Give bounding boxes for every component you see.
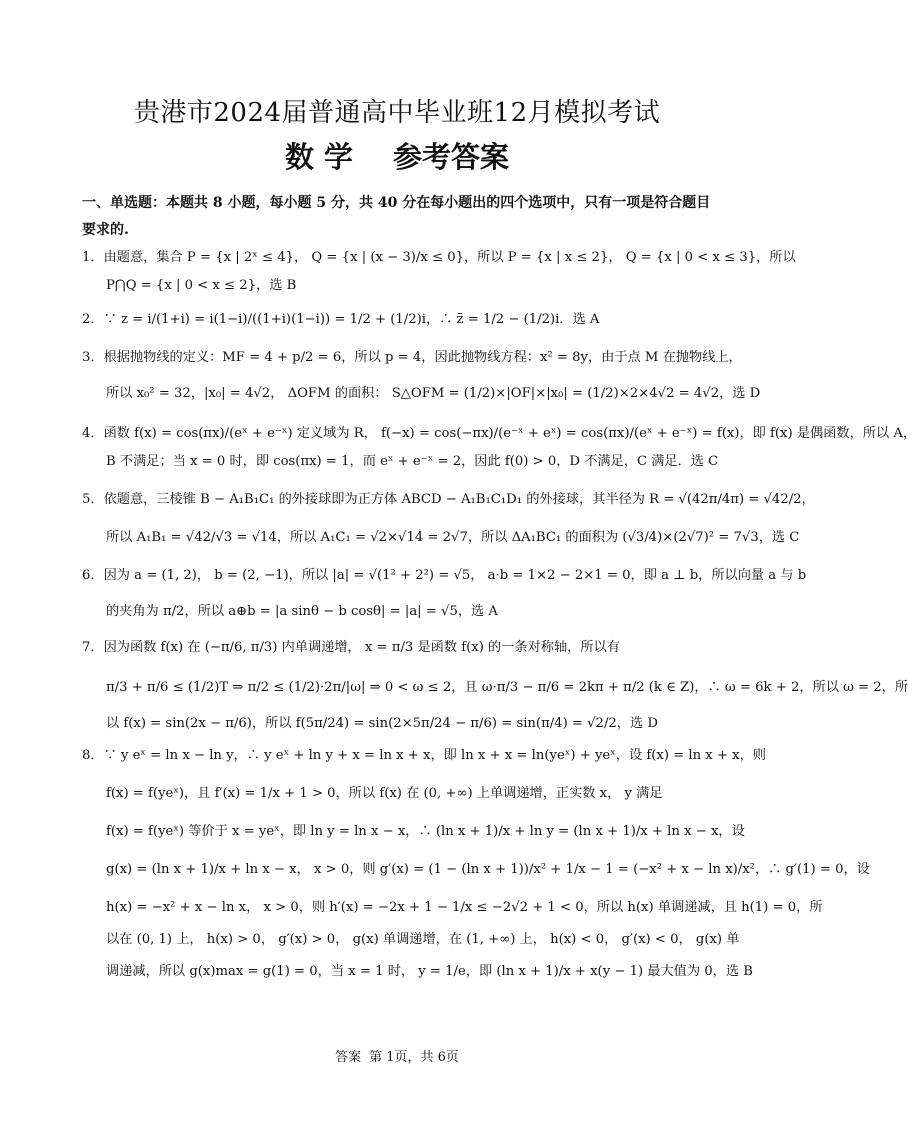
- answer-line: 5．依题意，三棱锥 B − A₁B₁C₁ 的外接球即为正方体 ABCD − A₁B₁C₁D₁ 的外接球，其半径为 R = √(42π/4π) = √42/2，: [82, 492, 815, 507]
- answer-key-title: [0, 135, 794, 176]
- answer-line: 以在 (0, 1) 上， h(x) > 0， g′(x) > 0， g(x) 单调递增，在 (1, +∞) 上， h(x) < 0， g′(x) < 0， g(x) 单: [106, 932, 740, 947]
- page-footer: [0, 1046, 794, 1065]
- subject-label: 数 学: [284, 140, 354, 174]
- answer-line: 6．因为 a = (1, 2)， b = (2, −1)，所以 |a| = √(1² + 2²) = √5， a·b = 1×2 − 2×1 = 0，即 a ⊥ b，所以向量 a 与 b: [82, 568, 807, 583]
- answer-line: g(x) = (ln x + 1)/x + ln x − x， x > 0，则 g′(x) = (1 − (ln x + 1))/x² + 1/x − 1 = (−x² + x − ln x)/x²，∴ g′(1) = 0，设: [106, 862, 870, 877]
- question-2: [82, 306, 722, 334]
- answer-line: f(x) = f(yeˣ) 等价于 x = yeˣ，即 ln y = ln x − x，∴ (ln x + 1)/x + ln y = (ln x + 1)/x + ln x − x，设: [106, 824, 745, 839]
- question-5: [82, 486, 815, 552]
- answer-line: 所以 A₁B₁ = √42/√3 = √14，所以 A₁C₁ = √2×√14 = 2√7，所以 ΔA₁BC₁ 的面积为 (√3/4)×(2√7)² = 7√3，选 C: [106, 530, 800, 545]
- question-6: [82, 562, 807, 626]
- footer-label: 答案: [335, 1050, 362, 1065]
- answer-line: 8．∵ y eˣ = ln x − ln y，∴ y eˣ + ln y + x = ln x + x，即 ln x + x = ln(yeˣ) + yeˣ，设 f(x) = ln x + x，则: [82, 748, 766, 763]
- answer-line: 2．∵ z = i/(1+i) = i(1−i)/((1+i)(1−i)) = 1/2 + (1/2)i，∴ z̄ = 1/2 − (1/2)i．选 A: [82, 312, 600, 327]
- answer-line: 3．根据抛物线的定义：MF = 4 + p/2 = 6，所以 p = 4，因此抛物线方程：x² = 8y，由于点 M 在抛物线上，: [82, 350, 742, 365]
- answer-line: P⋂Q = {x | 0 < x ≤ 2}，选 B: [106, 278, 297, 293]
- question-8: [82, 742, 870, 986]
- answer-label: 参考答案: [393, 140, 510, 174]
- answer-line: 7．因为函数 f(x) 在 (−π/6, π/3) 内单调递增， x = π/3 是函数 f(x) 的一条对称轴，所以有: [82, 640, 620, 655]
- question-4: [82, 420, 916, 476]
- question-7: [82, 634, 909, 738]
- question-1: [82, 244, 796, 300]
- exam-title: 贵港市2024届普通高中毕业班12月模拟考试: [133, 98, 661, 128]
- answer-line: B 不满足；当 x = 0 时，即 cos(πx) = 1，而 eˣ + e⁻ˣ = 2，因此 f(0) > 0，D 不满足，C 满足．选 C: [106, 454, 719, 469]
- answer-line: 的夹角为 π/2，所以 a⊕b = |a sinθ − b cosθ| = |a| = √5，选 A: [106, 604, 498, 619]
- answer-line: 1．由题意，集合 P = {x | 2ˣ ≤ 4}， Q = {x | (x − 3)/x ≤ 0}，所以 P = {x | x ≤ 2}， Q = {x | 0 < x ≤ 3}，所以: [82, 250, 796, 265]
- answer-line: 以 f(x) = sin(2x − π/6)，所以 f(5π/24) = sin(2×5π/24 − π/6) = sin(π/4) = √2/2，选 D: [106, 716, 658, 731]
- answer-line: 调递减，所以 g(x)max = g(1) = 0，当 x = 1 时， y = 1/e，即 (ln x + 1)/x + x(y − 1) 最大值为 0，选 B: [106, 964, 753, 979]
- answer-line: h(x) = −x² + x − ln x， x > 0，则 h′(x) = −2x + 1 − 1/x ≤ −2√2 + 1 < 0，所以 h(x) 单调递减，且 h(1) = 0，所: [106, 900, 823, 915]
- answer-line: 所以 x₀² = 32，|x₀| = 4√2， ΔOFM 的面积： S△OFM = (1/2)×|OF|×|x₀| = (1/2)×2×4√2 = 4√2，选 D: [106, 386, 761, 401]
- question-3: [82, 344, 761, 408]
- answer-line: f(x) = f(yeˣ)，且 f′(x) = 1/x + 1 > 0，所以 f(x) 在 (0, +∞) 上单调递增，正实数 x， y 满足: [106, 786, 663, 801]
- answer-line: π/3 + π/6 ≤ (1/2)T ⇒ π/2 ≤ (1/2)·2π/|ω| ⇒ 0 < ω ≤ 2，且 ω·π/3 − π/6 = 2kπ + π/2 (k ∈ Z)，∴ ω = 6k + 2，所以 ω = 2，所: [106, 680, 909, 695]
- page-number: 第 1页，共 6页: [369, 1050, 459, 1065]
- section-heading: 一、单选题：本题共 8 小题，每小题 5 分，共 40 分在每小题出的四个选项中，只有一项是符合题目要求的.: [82, 195, 711, 238]
- answer-line: 4．函数 f(x) = cos(πx)/(eˣ + e⁻ˣ) 定义域为 R， f(−x) = cos(−πx)/(e⁻ˣ + eˣ) = cos(πx)/(eˣ + e⁻ˣ) = f(x)，即 f(x) 是偶函数，所以 A，: [82, 426, 916, 441]
